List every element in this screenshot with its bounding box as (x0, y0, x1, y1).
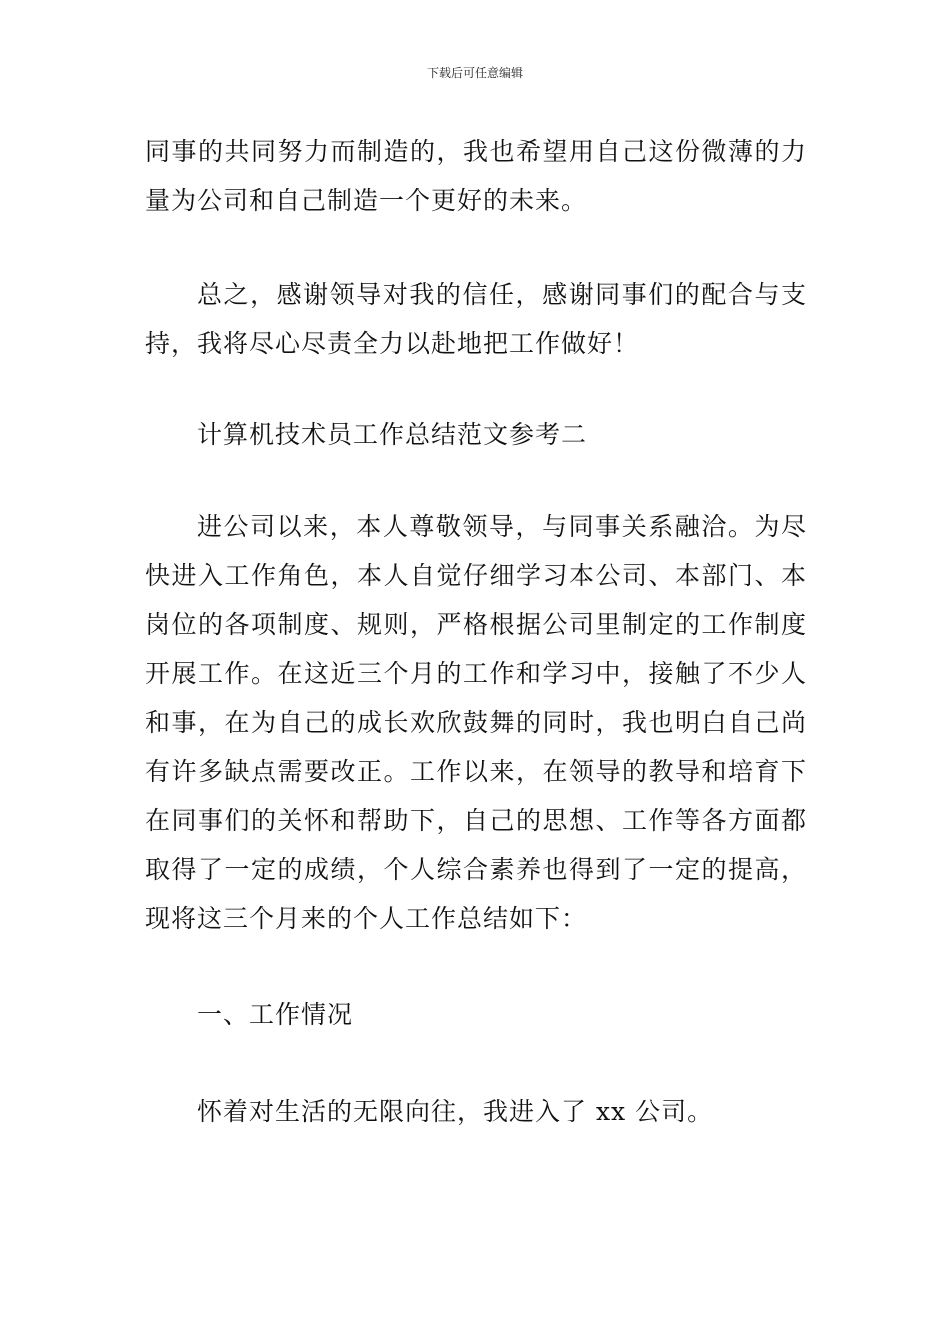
page-header: 下载后可任意编辑 (426, 66, 523, 80)
section-title: 计算机技术员工作总结范文参考二 (197, 420, 588, 449)
paragraph-intro: 进公司以来，本人尊敬领导，与同事关系融洽。为尽快进入工作角色，本人自觉仔细学习本公司、本部门、本岗位的各项制度、规则，严格根据公司里制定的工作制度开展工作。在这近三个月的工作和学习中，接触了不少人和事，在为自己的成长欢欣鼓舞的同时，我也明白自己尚有许多缺点需要改正。工作以来，在领导的教导和培育下在同事们的关怀和帮助下，自己的思想、工作等各方面都取得了一定的成绩，个人综合素养也得到了一定的提高，现将这三个月来的个人工作总结如下： (145, 512, 807, 933)
section-heading: 一、工作情况 (197, 1000, 354, 1029)
document-body (145, 127, 807, 1136)
paragraph-continuation: 同事的共同努力而制造的，我也希望用自己这份微薄的力量为公司和自己制造一个更好的未来。 (145, 137, 807, 215)
paragraph-closing: 总之，感谢领导对我的信任，感谢同事们的配合与支持，我将尽心尽责全力以赴地把工作做好！ (145, 280, 807, 358)
paragraph-opening: 怀着对生活的无限向往，我进入了 xx 公司。 (197, 1097, 714, 1126)
